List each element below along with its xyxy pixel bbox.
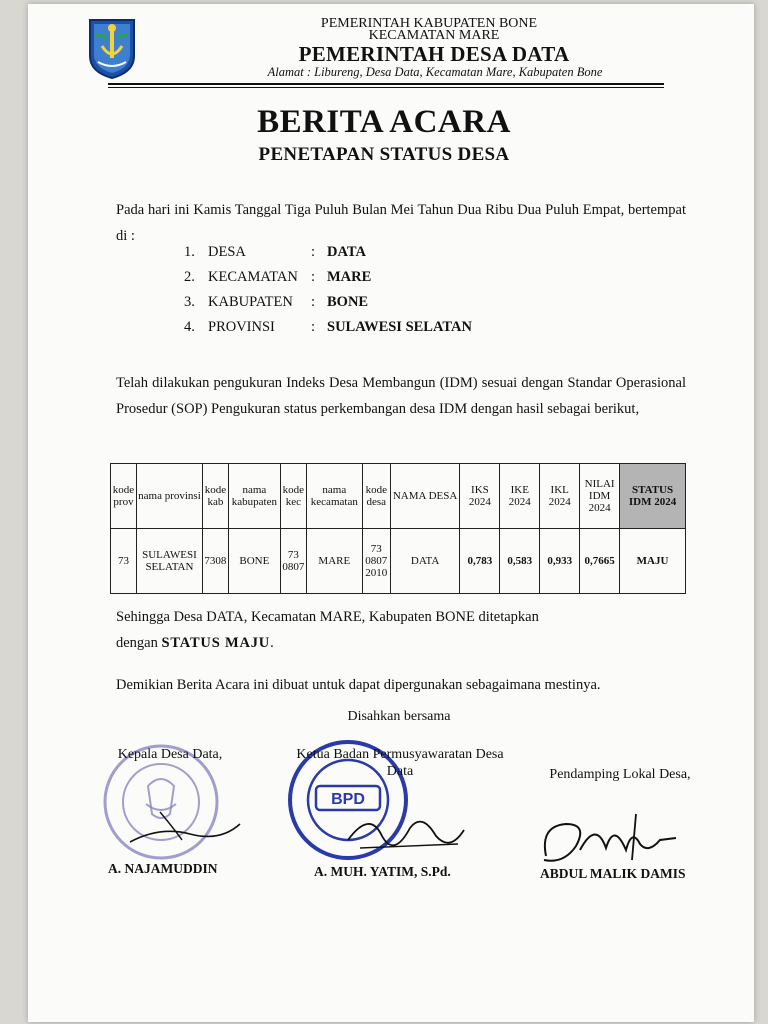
- item-colon: :: [311, 294, 316, 310]
- determination-prefix: dengan: [116, 635, 162, 651]
- cell-nilai-idm: 0,7665: [580, 529, 620, 594]
- item-number: 3.: [184, 294, 195, 310]
- item-label: KABUPATEN: [208, 294, 293, 310]
- measurement-paragraph: Telah dilakukan pengukuran Indeks Desa Membangun (IDM) sesuai dengan Standar Operasional Prosedur (SOP) Pengukuran status perkembangan desa IDM dengan hasil sebagai berikut,: [116, 375, 686, 417]
- column-header: kode kab: [202, 464, 228, 529]
- determination-line-2: [116, 630, 686, 656]
- letterhead-village-government: PEMERINTAH DESA DATA: [298, 42, 570, 66]
- column-header: nama kabupaten: [228, 464, 280, 529]
- determination-status: STATUS MAJU: [161, 635, 271, 651]
- column-header: IKL 2024: [540, 464, 580, 529]
- column-header: kode kec: [280, 464, 306, 529]
- item-label: KECAMATAN: [208, 269, 298, 285]
- column-header: NILAI IDM 2024: [580, 464, 620, 529]
- idm-result-table: [110, 463, 686, 594]
- bpd-chair-title: Ketua Badan Permusyawaratan Desa Data: [296, 747, 504, 779]
- column-header: nama provinsi: [136, 464, 202, 529]
- column-header: nama kecamatan: [306, 464, 362, 529]
- cell-ikl: 0,933: [540, 529, 580, 594]
- cell-kode-kab: 7308: [202, 529, 228, 594]
- table-row: [111, 529, 686, 594]
- facilitator-name: ABDUL MALIK DAMIS: [540, 866, 686, 881]
- cell-ike: 0,583: [500, 529, 540, 594]
- item-value: BONE: [327, 294, 369, 310]
- closing-paragraph: Demikian Berita Acara ini dibuat untuk dapat dipergunakan sebagaimana mestinya.: [116, 677, 601, 693]
- column-header: kode prov: [111, 464, 137, 529]
- item-value: DATA: [327, 244, 366, 260]
- cell-kode-kec: 73 0807: [280, 529, 306, 594]
- bpd-chair-name: A. MUH. YATIM, S.Pd.: [314, 864, 451, 879]
- village-head-signature-icon: [120, 790, 250, 860]
- item-label: DESA: [208, 244, 246, 260]
- item-number: 2.: [184, 269, 195, 285]
- determination-paragraph: [116, 604, 686, 656]
- letterhead-rule-thin: [108, 87, 664, 88]
- column-header: IKE 2024: [500, 464, 540, 529]
- document-subtitle: PENETAPAN STATUS DESA: [258, 144, 510, 165]
- column-header: kode desa: [362, 464, 390, 529]
- facilitator-signature-icon: [536, 810, 686, 870]
- letterhead-rule-thick: [108, 83, 664, 85]
- cell-nama-kabupaten: BONE: [228, 529, 280, 594]
- letterhead-address: Alamat : Libureng, Desa Data, Kecamatan Mare, Kabupaten Bone: [267, 65, 603, 79]
- cell-kode-desa: 73 0807 2010: [362, 529, 390, 594]
- determination-suffix: .: [270, 635, 274, 651]
- cell-iks: 0,783: [460, 529, 500, 594]
- table-header-row: [111, 464, 686, 529]
- document-title: BERITA ACARA: [257, 104, 511, 140]
- item-number: 4.: [184, 319, 195, 335]
- item-colon: :: [311, 269, 316, 285]
- village-head-title: Kepala Desa Data,: [117, 747, 223, 762]
- item-value: SULAWESI SELATAN: [327, 319, 472, 335]
- letterhead-regency: PEMERINTAH KABUPATEN BONE: [320, 16, 538, 31]
- column-header: NAMA DESA: [390, 464, 460, 529]
- item-colon: :: [311, 244, 316, 260]
- column-header: IKS 2024: [460, 464, 500, 529]
- bpd-chair-signature-icon: [340, 800, 470, 860]
- facilitator-title: Pendamping Lokal Desa,: [549, 767, 691, 782]
- cell-nama-kecamatan: MARE: [306, 529, 362, 594]
- cell-kode-prov: 73: [111, 529, 137, 594]
- village-head-name: A. NAJAMUDDIN: [108, 861, 218, 876]
- cell-nama-desa: DATA: [390, 529, 460, 594]
- cell-status: MAJU: [620, 529, 686, 594]
- item-label: PROVINSI: [208, 319, 275, 335]
- opening-paragraph: Pada hari ini Kamis Tanggal Tiga Puluh Bulan Mei Tahun Dua Ribu Dua Puluh Empat, bertempat di :: [116, 202, 686, 244]
- item-value: MARE: [327, 269, 372, 285]
- column-header-status: STATUS IDM 2024: [620, 464, 686, 529]
- determination-line-1: Sehingga Desa DATA, Kecamatan MARE, Kabupaten BONE ditetapkan: [116, 609, 539, 625]
- item-number: 1.: [184, 244, 195, 260]
- item-colon: :: [311, 319, 316, 335]
- bpd-stamp-center-text: BPD: [331, 791, 365, 808]
- cell-nama-provinsi: SULAWESI SELATAN: [136, 529, 202, 594]
- letterhead-district: KECAMATAN MARE: [368, 28, 500, 43]
- ratified-together-label: Disahkan bersama: [347, 709, 451, 724]
